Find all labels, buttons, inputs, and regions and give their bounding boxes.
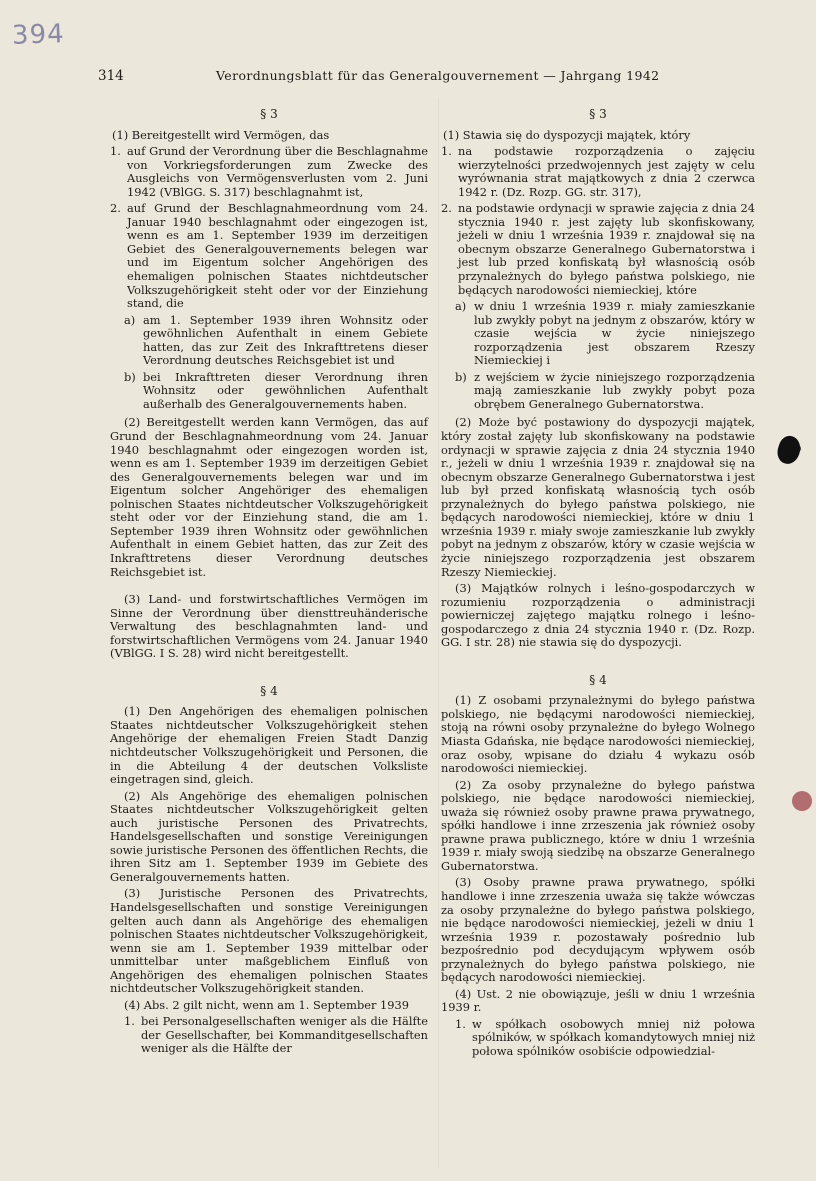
- paragraph: (2) Może być postawiony do dyspozycji majątek, który został zajęty lub skonfiskowany na podstawie ordynacji w sprawie zajęcia z dnia 24 stycznia 1940 r., jeżeli w dniu 1 września 1939 r. znajdował się na obecnym obszarze Generalnego Gubernatorstwa i jest lub był przed konfiskatą własnością tych osób przynależnych do byłego państwa polskiego, nie będących narodowości niemieckiej, które w dniu 1 września 1939 r. miały swoje zamieszkanie lub zwykły pobyt na jednym z obszarów, który w czasie wejścia w życie niniejszego rozporządzenia jest obszarem Rzeszy Niemieckiej.: [441, 415, 755, 579]
- page-header: [98, 66, 778, 86]
- section-heading-4: § 4: [260, 683, 278, 698]
- paragraph: (2) Als Angehörige des ehemaligen polnischen Staates nichtdeutscher Volkszugehörigkeit gelten auch juristische Personen des Privatrechts, Handelsgesellschaften und sonstige Vereinigungen sowie juristische Personen des öffentlichen Rechts, die ihren Sitz am 1. September 1939 im Gebiete des Generalgouvernements hatten.: [110, 788, 428, 884]
- item-text: na podstawie rozporządzenia o zajęciu wierzytelności przedwojennych jest zajęty w celu wyrównania strat majątkowych z dnia 2 czerwca 1942 r. (Dz. Rozp. GG. str. 317),: [458, 144, 755, 199]
- sub-item: [441, 371, 755, 412]
- sub-item: [110, 314, 428, 368]
- list-item: [110, 202, 428, 310]
- paragraph: (1) Stawia się do dyspozycji majątek, który: [443, 127, 691, 142]
- paragraph: (3) Osoby prawne prawa prywatnego, spółki handlowe i inne zrzeszenia uważa się także wówczas za osoby przynależne do byłego państwa polskiego, nie będące narodowości niemieckiej, jeżeli w dniu 1 września 1939 r. pozostawały pośrednio lub bezpośrednio pod decydującym wpływem osób przynależnych do byłego państwa polskiego, nie będących narodowości niemieckiej.: [441, 875, 755, 985]
- paragraph: (4) Abs. 2 gilt nicht, wenn am 1. September 1939: [124, 997, 410, 1012]
- sub-item-letter: b): [124, 369, 136, 384]
- sub-item: [441, 300, 755, 368]
- sub-item-text: bei Inkrafttreten dieser Verordnung ihren Wohnsitz oder gewöhnlichen Aufenthalt außerhalb des Generalgouvernements haben.: [143, 369, 428, 411]
- paragraph: (1) Den Angehörigen des ehemaligen polnischen Staates nichtdeutscher Volkszugehörigkeit stehen Angehörige der ehemaligen Freien Stadt Danzig nichtdeutscher Volkszugehörigkeit und Personen, die in die Abteilung 4 der deutschen Volksliste eingetragen sind, gleich.: [110, 704, 428, 787]
- item-number: 1.: [110, 144, 121, 159]
- item-text: auf Grund der Verordnung über die Beschlagnahme von Vorkriegsforderungen zum Zwecke des Ausgleichs von Vermögensverlusten vom 2. Juni 1942 (VBlGG. S. 317) beschlagnahmt ist,: [127, 144, 428, 199]
- running-title: Verordnungsblatt für das Generalgouvernement — Jahrgang 1942: [216, 68, 660, 83]
- section-heading-4: § 4: [589, 672, 607, 687]
- item-number: 1.: [455, 1016, 466, 1031]
- paragraph: (3) Land- und forstwirtschaftliches Vermögen im Sinne der Verordnung über diensttreuhänderische Verwaltung des beschlagnahmten land- und forstwirtschaftlichen Vermögens vom 24. Januar 1940 (VBlGG. I S. 28) wird nicht bereitgestellt.: [110, 592, 428, 661]
- sub-item-text: w dniu 1 września 1939 r. miały zamieszkanie lub zwykły pobyt na jednym z obszarów, który w czasie wejścia w życie niniejszego rozporządzenia jest obszarem Rzeszy Niemieckiej i: [474, 299, 755, 368]
- item-number: 1.: [441, 144, 452, 159]
- item-text: bei Personalgesellschaften weniger als die Hälfte der Gesellschafter, bei Kommanditgesellschaften weniger als die Hälfte der: [141, 1014, 428, 1056]
- paragraph: (2) Bereitgestellt werden kann Vermögen, das auf Grund der Beschlagnahmeordnung vom 24. Januar 1940 beschlagnahmt oder eingezogen worden ist, wenn es am 1. September 1939 im derzeitigen Gebiet des Generalgouvernements belegen war und im Eigentum solcher Angehöriger des ehemaligen polnischen Staates nichtdeutscher Volkszugehörigkeit steht oder vor der Einziehung stand, die am 1. September 1939 ihren Wohnsitz oder gewöhnlichen Aufenthalt in einem Gebiet hatten, das zur Zeit des Inkrafttretens dieser Verordnung deutsches Reichsgebiet ist.: [110, 415, 428, 579]
- paragraph: (1) Z osobami przynależnymi do byłego państwa polskiego, nie będącymi narodowości niemieckiej, stoją na równi osoby przynależne do byłego Wolnego Miasta Gdańska, nie będące narodowości niemieckiej, oraz osoby, wpisane do działu 4 wykazu osób narodowości niemieckiej.: [441, 693, 755, 776]
- list-item: [441, 145, 755, 199]
- item-number: 2.: [110, 201, 121, 216]
- red-stain: [792, 791, 812, 811]
- sub-item-text: am 1. September 1939 ihren Wohnsitz oder gewöhnlichen Aufenthalt in einem Gebiete hatten, das zur Zeit des Inkrafttretens dieser Verordnung deutsches Reichsgebiet ist und: [143, 312, 428, 368]
- list-item: [110, 145, 428, 199]
- sub-item: [110, 371, 428, 412]
- sub-item-letter: a): [124, 312, 136, 327]
- paragraph: (3) Majątków rolnych i leśno-gospodarczych w rozumieniu rozporządzenia o administracji powierniczej zajętego majątku rolnego i leśno-gospodarczego z dnia 24 stycznia 1940 r. (Dz. Rozp. GG. I str. 28) nie stawia się do dyspozycji.: [441, 581, 755, 650]
- ink-blot: [774, 433, 804, 466]
- list-item: [441, 202, 755, 297]
- item-text: na podstawie ordynacji w sprawie zajęcia z dnia 24 stycznia 1940 r. jest zajęty lub skonfiskowany, jeżeli w dniu 1 września 1939 r. znajdował się na obecnym obszarze Generalnego Gubernatorstwa i jest lub przed konfiskatą był własnością osób przynależnych do byłego państwa polskiego, nie będących narodowości niemieckiej, które: [458, 201, 755, 297]
- sub-item-letter: a): [455, 299, 467, 314]
- item-number: 1.: [124, 1014, 135, 1029]
- page-number: 314: [98, 68, 124, 84]
- paragraph: (1) Bereitgestellt wird Vermögen, das: [112, 127, 330, 142]
- section-heading-3: § 3: [589, 107, 607, 121]
- paragraph: (4) Ust. 2 nie obowiązuje, jeśli w dniu 1 września 1939 r.: [441, 986, 755, 1015]
- german-column: [110, 100, 428, 1059]
- item-text: auf Grund der Beschlagnahmeordnung vom 24. Januar 1940 beschlagnahmt oder eingezogen ist, wenn es am 1. September 1939 im derzeitigen Gebiet des Generalgouvernements belegen war und im Eigentum solcher Angehörigen des ehemaligen polnischen Staates nichtdeutscher Volkszugehörigkeit steht oder vor der Einziehung stand, die: [127, 201, 428, 311]
- paragraph: (2) Za osoby przynależne do byłego państwa polskiego, nie będące narodowości niemieckiej, uważa się również osoby prawne prawa prywatnego, spółki handlowe i inne zrzeszenia jak również osoby prawne prawa publicznego, które w dniu 1 września 1939 r. miały swoją siedzibę na obszarze Generalnego Gubernatorstwa.: [441, 777, 755, 873]
- sub-item-letter: b): [455, 369, 467, 384]
- sub-item-text: z wejściem w życie niniejszego rozporządzenia mają zamieszkanie lub zwykły pobyt poza obrębem Generalnego Gubernatorstwa.: [474, 369, 755, 411]
- item-text: w spółkach osobowych mniej niż połowa spólników, w spółkach komandytowych mniej niż połowa spólników osobiście odpowiedzial-: [472, 1016, 755, 1058]
- polish-column: [441, 100, 755, 1062]
- column-fold: [438, 98, 439, 1168]
- handwritten-page-number: 394: [11, 19, 66, 51]
- list-item: [124, 1015, 428, 1056]
- paragraph: (3) Juristische Personen des Privatrechts, Handelsgesellschaften und sonstige Vereinigungen gelten auch dann als Angehörige des ehemaligen polnischen Staates nichtdeutscher Volkszugehörigkeit, wenn sie am 1. September 1939 mittelbar oder unmittelbar unter maßgeblichem Einfluß von Angehörigen des ehemaligen polnischen Staates nichtdeutscher Volkszugehörigkeit standen.: [110, 886, 428, 996]
- list-item: [455, 1018, 755, 1059]
- section-heading-3: § 3: [260, 107, 278, 121]
- item-number: 2.: [441, 201, 452, 216]
